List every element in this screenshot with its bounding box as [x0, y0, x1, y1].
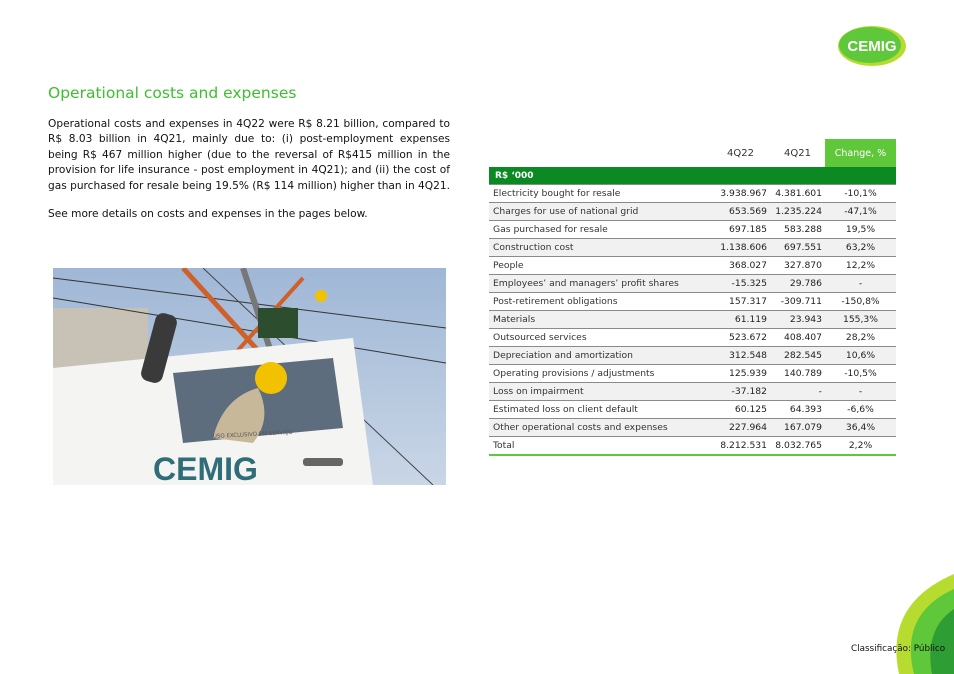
- table-row: [489, 365, 896, 383]
- row-label: Post-retirement obligations: [489, 293, 711, 311]
- truck-logo-text: CEMIG: [153, 451, 258, 485]
- table-row: [489, 419, 896, 437]
- cell-4q21: 167.079: [770, 419, 825, 437]
- cell-4q21: 327.870: [770, 257, 825, 275]
- cell-4q21: -309.711: [770, 293, 825, 311]
- row-label: Gas purchased for resale: [489, 221, 711, 239]
- costs-table: [489, 139, 896, 456]
- cell-change: 2,2%: [825, 437, 896, 456]
- cell-change: 36,4%: [825, 419, 896, 437]
- table-row: [489, 311, 896, 329]
- cell-4q22: 227.964: [711, 419, 770, 437]
- table-row: [489, 221, 896, 239]
- table-row: [489, 275, 896, 293]
- cell-change: -10,5%: [825, 365, 896, 383]
- row-label: People: [489, 257, 711, 275]
- row-label: Charges for use of national grid: [489, 203, 711, 221]
- cell-4q21: -: [770, 383, 825, 401]
- details-note: See more details on costs and expenses in the pages below.: [48, 208, 368, 220]
- cell-4q21: 408.407: [770, 329, 825, 347]
- cell-change: 28,2%: [825, 329, 896, 347]
- unit-label: R$ ‘000: [489, 167, 896, 185]
- table-row: [489, 329, 896, 347]
- row-label: Employees’ and managers’ profit shares: [489, 275, 711, 293]
- cell-4q21: 1.235.224: [770, 203, 825, 221]
- table-row: [489, 203, 896, 221]
- cell-4q21: 29.786: [770, 275, 825, 293]
- table-header-row: [489, 139, 896, 167]
- cell-change: 10,6%: [825, 347, 896, 365]
- cell-4q22: 125.939: [711, 365, 770, 383]
- cell-change: -10,1%: [825, 185, 896, 203]
- cell-4q22: -37.182: [711, 383, 770, 401]
- total-row: [489, 437, 896, 456]
- row-label: Estimated loss on client default: [489, 401, 711, 419]
- header-blank: [489, 139, 711, 167]
- cell-4q21: 8.032.765: [770, 437, 825, 456]
- row-label: Total: [489, 437, 711, 456]
- cell-change: -47,1%: [825, 203, 896, 221]
- table-row: [489, 347, 896, 365]
- cell-4q21: 64.393: [770, 401, 825, 419]
- cell-4q22: 3.938.967: [711, 185, 770, 203]
- table-row: [489, 239, 896, 257]
- decorative-swoosh: [844, 574, 954, 674]
- cell-change: -6,6%: [825, 401, 896, 419]
- header-4q22: 4Q22: [727, 147, 754, 159]
- row-label: Electricity bought for resale: [489, 185, 711, 203]
- row-label: Outsourced services: [489, 329, 711, 347]
- cell-4q21: 282.545: [770, 347, 825, 365]
- cemig-logo: [836, 22, 908, 68]
- cell-change: 155,3%: [825, 311, 896, 329]
- cell-4q22: 697.185: [711, 221, 770, 239]
- cell-4q22: -15.325: [711, 275, 770, 293]
- worker-truck-photo: [53, 268, 446, 485]
- row-label: Other operational costs and expenses: [489, 419, 711, 437]
- cell-4q22: 157.317: [711, 293, 770, 311]
- cell-4q22: 368.027: [711, 257, 770, 275]
- cell-change: -: [825, 275, 896, 293]
- cell-change: 19,5%: [825, 221, 896, 239]
- cell-change: 63,2%: [825, 239, 896, 257]
- table-row: [489, 383, 896, 401]
- cell-4q22: 8.212.531: [711, 437, 770, 456]
- cell-4q21: 23.943: [770, 311, 825, 329]
- cell-change: 12,2%: [825, 257, 896, 275]
- unit-row: [489, 167, 896, 185]
- cell-4q21: 583.288: [770, 221, 825, 239]
- cell-4q22: 60.125: [711, 401, 770, 419]
- cell-4q22: 61.119: [711, 311, 770, 329]
- table-row: [489, 293, 896, 311]
- row-label: Materials: [489, 311, 711, 329]
- cell-4q21: 140.789: [770, 365, 825, 383]
- cell-change: -: [825, 383, 896, 401]
- header-4q21: 4Q21: [784, 147, 811, 159]
- intro-paragraph: Operational costs and expenses in 4Q22 were R$ 8.21 billion, compared to R$ 8.03 billion in 4Q21, mainly due to: (i) post-employment expenses being R$ 467 million higher (due to the reversal of R$415 million in the provision for life insurance - post employment in 4Q21); and (ii) the cost of gas purchased for resale being 19.5% (R$ 114 million) higher than in 4Q21.: [48, 118, 450, 192]
- logo-text: CEMIG: [847, 38, 897, 55]
- table-row: [489, 257, 896, 275]
- header-change: Change, %: [825, 139, 896, 167]
- row-label: Construction cost: [489, 239, 711, 257]
- page-title: Operational costs and expenses: [48, 84, 297, 102]
- cell-4q21: 697.551: [770, 239, 825, 257]
- cell-4q22: 1.138.606: [711, 239, 770, 257]
- classification-label: Classificação: Público: [851, 644, 946, 654]
- table-row: [489, 185, 896, 203]
- row-label: Loss on impairment: [489, 383, 711, 401]
- cell-4q22: 523.672: [711, 329, 770, 347]
- cell-change: -150,8%: [825, 293, 896, 311]
- table-row: [489, 401, 896, 419]
- cell-4q22: 653.569: [711, 203, 770, 221]
- row-label: Operating provisions / adjustments: [489, 365, 711, 383]
- cell-4q21: 4.381.601: [770, 185, 825, 203]
- truck-door-text: USO EXCLUSIVO EM SERVIÇO: [212, 429, 293, 440]
- row-label: Depreciation and amortization: [489, 347, 711, 365]
- cell-4q22: 312.548: [711, 347, 770, 365]
